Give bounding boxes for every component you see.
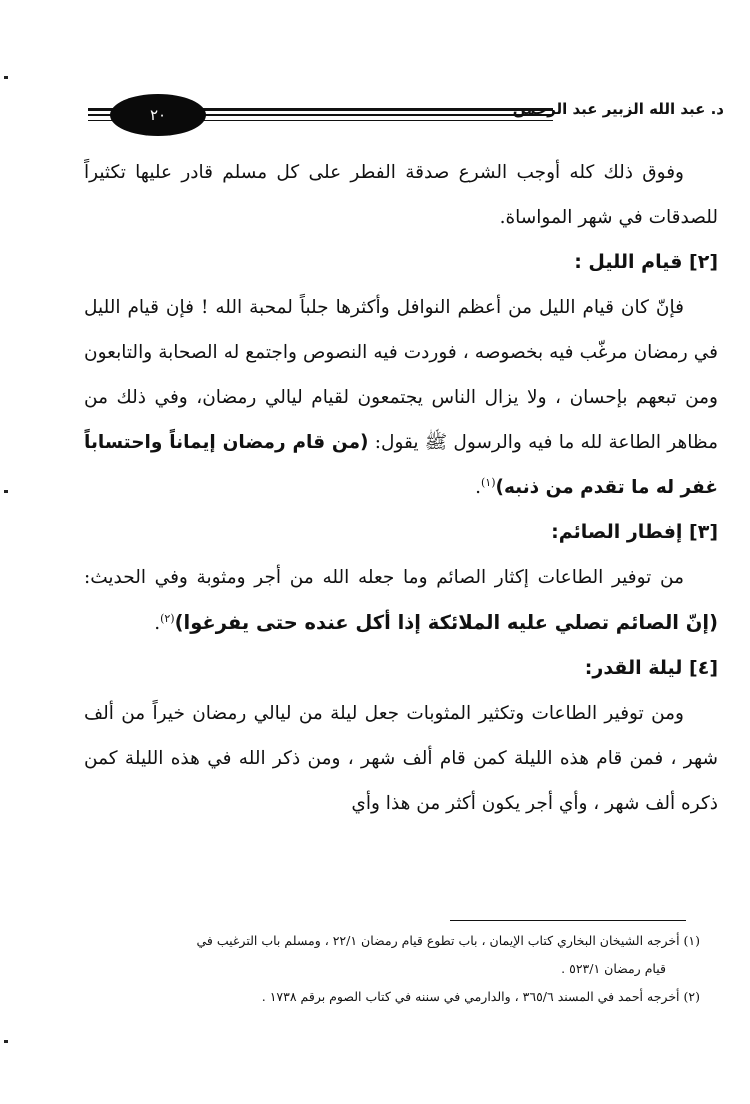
section-heading: [٢] قيام الليل :: [574, 251, 718, 273]
hadith-quote: (إنّ الصائم تصلي عليه الملائكة إذا أكل عنده حتى يفرغوا): [174, 611, 718, 634]
footnote-ref[interactable]: (٢): [160, 611, 175, 625]
punctuation: .: [154, 613, 161, 634]
punctuation: .: [475, 477, 481, 498]
footnote-ref[interactable]: (١): [480, 475, 496, 489]
scan-edge-mark: [4, 1040, 8, 1043]
footnote-1: (١) أخرجه الشيخان البخاري كتاب الإيمان ، باب تطوع قيام رمضان ٢٢/١ ، ومسلم باب الترغيب في: [196, 933, 700, 948]
footnote-separator: [450, 920, 686, 921]
header-rule: [178, 120, 553, 121]
section-heading: [٤] ليلة القدر:: [584, 657, 718, 679]
footnote-1-continued: قيام رمضان ٥٢٣/١ .: [561, 961, 666, 976]
scan-edge-mark: [4, 76, 8, 79]
paragraph: وفوق ذلك كله أوجب الشرع صدقة الفطر على كل مسلم قادر عليها تكثيراً للصدقات في شهر المواساة.: [84, 162, 718, 228]
paragraph-text: من توفير الطاعات إكثار الصائم وما جعله الله من أجر ومثوبة وفي الحديث:: [84, 567, 684, 588]
footnote-2: (٢) أخرجه أحمد في المسند ٣٦٥/٦ ، والدارمي في سننه في كتاب الصوم برقم ١٧٣٨ .: [261, 989, 700, 1004]
header-rule: [178, 108, 553, 111]
paragraph: [84, 555, 718, 646]
hadith-quote: (من قام رمضان إيماناً واحتساباً غفر له ما تقدم من ذنبه): [84, 432, 718, 498]
paragraph: [84, 285, 718, 510]
header-rule: [178, 114, 553, 116]
page-number: ٢٠: [110, 94, 206, 136]
scan-edge-mark: [4, 490, 8, 493]
running-header: [88, 96, 724, 140]
paragraph: ومن توفير الطاعات وتكثير المثوبات جعل ليلة من ليالي رمضان خيراً من ألف شهر ، فمن قام هذه الليلة كمن قام ألف شهر ، ومن ذكر الله في هذه الليلة كمن ذكره ألف شهر ، وأي أجر يكون أكثر من هذا وأي: [84, 703, 718, 814]
paragraph-text: فإنّ كان قيام الليل من أعظم النوافل وأكثرها جلباً لمحبة الله ! فإن قيام الليل في رمضان مرغّب فيه بخصوصه ، فوردت فيه النصوص واجتمع له الصحابة والتابعون ومن تبعهم بإحسان ، ولا يزال الناس يجتمعون لقيام ليالي رمضان، وفي ذلك من مظاهر الطاعة لله ما فيه والرسول ﷺ يقول:: [84, 297, 718, 453]
section-heading: [٣] إفطار الصائم:: [551, 521, 718, 543]
page-body: [84, 150, 718, 826]
footnotes: [92, 928, 700, 1012]
author-name: د. عبد الله الزبير عبد الرحمن: [512, 100, 724, 118]
